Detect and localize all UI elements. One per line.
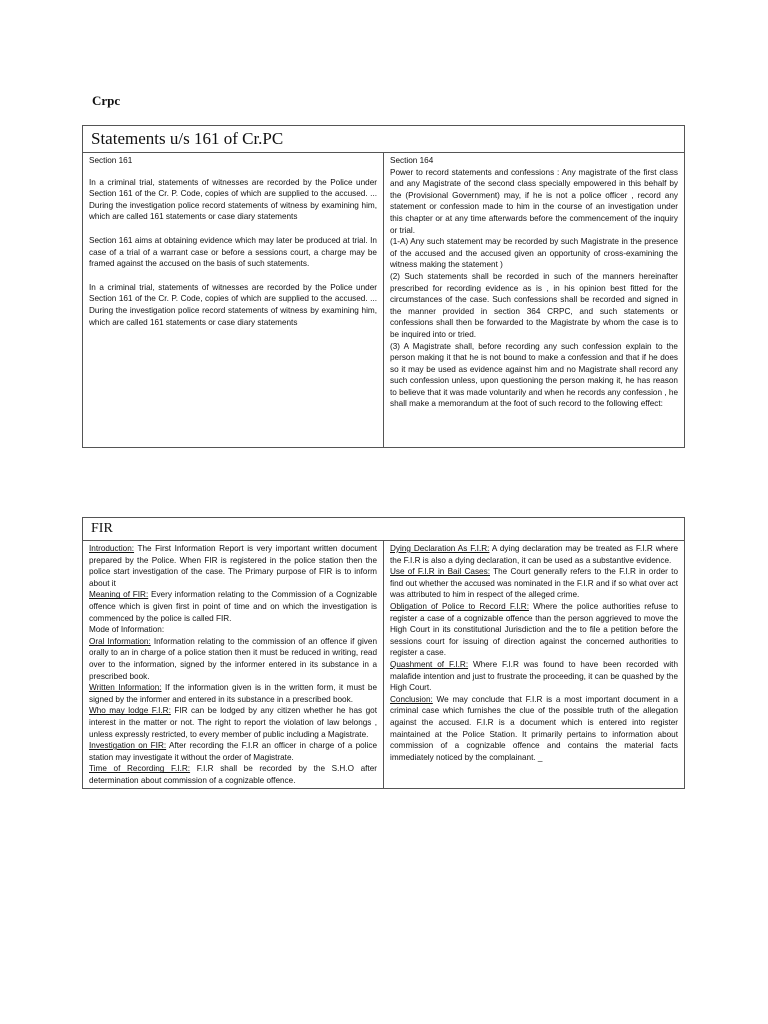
- fir-item-label: Use of F.I.R in Bail Cases:: [390, 567, 490, 577]
- fir-item: [89, 624, 377, 636]
- fir-item: [89, 636, 377, 682]
- fir-item: [390, 659, 678, 694]
- fir-item-label: Investigation on FIR:: [89, 741, 167, 751]
- statements-table: [82, 125, 685, 448]
- fir-table: [82, 517, 685, 789]
- fir-left-cell: [83, 541, 384, 789]
- fir-item-label: Who may lodge F.I.R:: [89, 706, 171, 716]
- fir-item-label: Meaning of FIR:: [89, 590, 149, 600]
- section-164-heading: Section 164: [390, 156, 434, 165]
- document-title: Crpc: [92, 93, 121, 108]
- fir-item-text: After recording the F.I.R an officer in charge of a police station may investigate it without the order of Magistrate.: [89, 741, 378, 762]
- fir-item-label: Dying Declaration As F.I.R:: [390, 544, 490, 553]
- section-161-paragraph: Section 161 aims at obtaining evidence which may later be produced at trial. In case of a trial of a warrant case or before a sessions court, a charge may be framed against the accused on the basis of such statements.: [89, 235, 377, 269]
- fir-item-text: The First Information Report is very important written document prepared by the Police. When FIR is registered in the police station then the police start investigation of the case. The Primary purpose of FIR is to inform about it: [89, 544, 377, 588]
- fir-item: [89, 763, 377, 786]
- section-164-cell: [384, 153, 685, 448]
- fir-item-text: FIR can be lodged by any citizen whether he has got interest in the matter or not. The right to report the violation of law belongs , unless expressly restricted, to every member of public including a Magistrate.: [89, 706, 377, 739]
- fir-item-label: Conclusion:: [390, 694, 433, 704]
- fir-item-text: Information relating to the commission of an offence if given orally to an in charge of a police station then it must be reduced in writing, read over to the information, signed by the informer entered in its substance in a prescribed book.: [89, 636, 377, 681]
- fir-item-text: Every information relating to the Commission of a Cognizable offence which is given first in point of time and on which the investigation is commenced by the police is called FIR.: [89, 590, 377, 623]
- section-161-heading: Section 161: [89, 156, 133, 165]
- fir-item-text: A dying declaration may be treated as F.I.R where the F.I.R is also a dying declaration, it can be used as a substantive evidence.: [390, 544, 679, 565]
- section-164-paragraph: (1-A) Any such statement may be recorded by such Magistrate in the presence of the accused and the accused given an opportunity of cross-examining the witness making the statement ): [390, 237, 678, 270]
- fir-item: [390, 566, 678, 601]
- fir-item: [89, 740, 377, 763]
- fir-item: [89, 543, 377, 589]
- fir-item: [390, 543, 678, 566]
- fir-item: [390, 601, 678, 659]
- fir-right-cell: [384, 541, 685, 789]
- fir-table-title: FIR: [83, 518, 685, 541]
- fir-item-text: Mode of Information:: [89, 625, 165, 635]
- section-161-paragraph: In a criminal trial, statements of witnesses are recorded by the Police under Section 161 of the Cr. P. Code, copies of which are supplied to the accused. ... During the investigation police record statements of witness by examining him, which are called 161 statements or case diary statements: [89, 177, 377, 222]
- section-164-paragraph: (2) Such statements shall be recorded in such of the manners hereinafter prescribed for recording evidence as is , in his opinion best fitted for the circumstances of the case. Such confessions shall be recorded and signed in the manner provided in section 364 CRPC, and such statements or confessions shall then be forwarded to the Magistrate by whom the case is to be inquired into or tried.: [390, 271, 678, 339]
- section-164-paragraph: Power to record statements and confessions : Any magistrate of the first class and any Magistrate of the second class specially empowered in this behalf by the (Provisional Government) may, if he is not a police officer , record any statement or confession made to him in the course of an investigation under this chapter or at any time afterwards before the commencement of the inquiry or trial.: [390, 167, 678, 235]
- fir-item-text: The Court generally refers to the F.I.R in order to find out whether the accused was nominated in the F.I.R and if so what over act was attributed to him in respect of the alleged crime.: [390, 567, 679, 600]
- fir-item: [89, 589, 377, 624]
- fir-item-text: If the information given is in the written form, it must be signed by the informer and entered in its substance in a prescribed book.: [89, 683, 377, 704]
- fir-item-text: Where the police authorities refuse to register a case of a cognizable offence than the person aggrieved to move the High Court in its constitutional Jurisdiction and the to file a petition before the sessions court for issuing of direction against the concerned authorities to register a case.: [390, 601, 679, 658]
- fir-item: [89, 682, 377, 705]
- fir-item-label: Written Information:: [89, 683, 162, 693]
- fir-item-label: Introduction:: [89, 544, 135, 553]
- statements-table-title: Statements u/s 161 of Cr.PC: [83, 126, 685, 153]
- section-164-paragraph: (3) A Magistrate shall, before recording any such confession explain to the person making it that he is not bound to make a confession and that if he does so it may be used as evidence against him and no Magistrate shall record any such confession unless, upon questioning the person making it, he has reason to believe that it was made voluntarily and when he records any confession , he shall make a memorandum at the foot of such record to the following effect:: [390, 341, 678, 409]
- fir-item-label: Quashment of F.I.R:: [390, 659, 469, 669]
- fir-item-text: We may conclude that F.I.R is a most important document in a criminal case which furnishes the clue of the possible truth of the allegation against the accused. F.I.R is a document which is entered into register maintained at the Police Station. It primarily pertains to information about commission of a cognizable offence and contains the material facts immediately noticed by the complainant. _: [390, 694, 679, 762]
- fir-item-text: F.I.R shall be recorded by the S.H.O after determination about commission of a cognizable offence.: [89, 764, 378, 785]
- fir-item-label: Time of Recording F.I.R:: [89, 764, 191, 774]
- fir-item-text: Where F.I.R was found to have been recorded with malafide intention and just to frustrate the proceeding, it can be quashed by the High Court.: [390, 659, 679, 693]
- fir-item: [390, 694, 678, 764]
- fir-item: [89, 705, 377, 740]
- section-161-paragraph: In a criminal trial, statements of witnesses are recorded by the Police under Section 161 of the Cr. P. Code, copies of which are supplied to the accused. ... During the investigation police record statements of witness by examining him, which are called 161 statements or case diary statements: [89, 282, 377, 327]
- section-161-cell: [83, 153, 384, 448]
- fir-item-label: Oral Information:: [89, 636, 151, 646]
- fir-item-label: Obligation of Police to Record F.I.R:: [390, 601, 529, 611]
